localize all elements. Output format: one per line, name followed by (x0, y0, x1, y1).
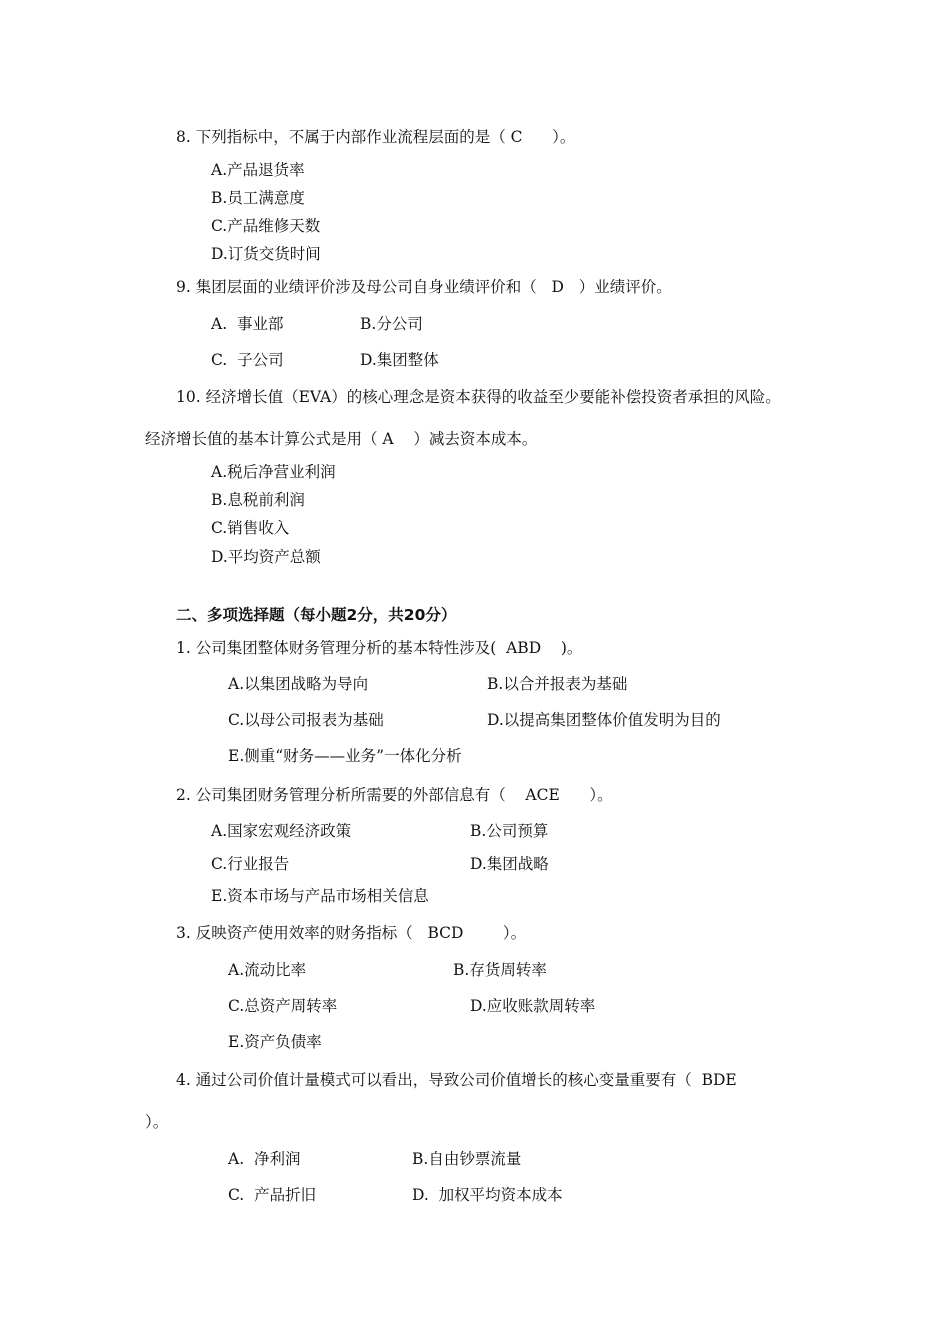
m1-option-a: A.以集团战略为导向 (228, 675, 369, 693)
q8-option-c: C.产品维修天数 (211, 217, 321, 235)
q9-option-c: C. 子公司 (211, 351, 284, 369)
m3-option-b: B.存货周转率 (453, 961, 547, 979)
m1-option-b: B.以合并报表为基础 (487, 675, 628, 693)
m3-option-d: D.应收账款周转率 (470, 997, 596, 1015)
multi-question-1-text: 1. 公司集团整体财务管理分析的基本特性涉及( ABD )。 (176, 639, 583, 657)
q10-option-a: A.税后净营业利润 (211, 463, 336, 481)
m1-option-c: C.以母公司报表为基础 (228, 711, 384, 729)
question-9-text: 9. 集团层面的业绩评价涉及母公司自身业绩评价和（ D ）业绩评价。 (176, 278, 672, 296)
question-8-text: 8. 下列指标中，不属于内部作业流程层面的是（ C ）。 (176, 128, 576, 146)
m2-option-d: D.集团战略 (470, 855, 549, 873)
m2-option-a: A.国家宏观经济政策 (211, 822, 352, 840)
multi-question-4-text-line1: 4. 通过公司价值计量模式可以看出，导致公司价值增长的核心变量重要有（ BDE (176, 1071, 737, 1089)
multi-question-2-text: 2. 公司集团财务管理分析所需要的外部信息有（ ACE ）。 (176, 786, 613, 804)
q10-option-b: B.息税前利润 (211, 491, 305, 509)
question-10-text-line1: 10. 经济增长值（EVA）的核心理念是资本获得的收益至少要能补偿投资者承担的风险。 (176, 388, 781, 406)
m1-option-d: D.以提高集团整体价值发明为目的 (487, 711, 721, 729)
q10-option-d: D.平均资产总额 (211, 548, 321, 566)
q10-option-c: C.销售收入 (211, 519, 290, 537)
m3-option-c: C.总资产周转率 (228, 997, 338, 1015)
q8-option-d: D.订货交货时间 (211, 245, 321, 263)
m4-option-b: B.自由钞票流量 (412, 1150, 522, 1168)
m3-option-a: A.流动比率 (228, 961, 307, 979)
multi-question-4-text-line2: ）。 (145, 1113, 169, 1131)
m2-option-e: E.资本市场与产品市场相关信息 (211, 887, 429, 905)
m4-option-d: D. 加权平均资本成本 (412, 1186, 563, 1204)
q8-option-b: B.员工满意度 (211, 189, 305, 207)
section-2-heading: 二、多项选择题（每小题2分，共20分） (176, 606, 457, 624)
m2-option-c: C.行业报告 (211, 855, 290, 873)
question-10-text-line2: 经济增长值的基本计算公式是用（ A ）减去资本成本。 (145, 430, 538, 448)
q9-option-a: A. 事业部 (211, 315, 284, 333)
multi-question-3-text: 3. 反映资产使用效率的财务指标（ BCD ）。 (176, 924, 527, 942)
m1-option-e: E.侧重“财务——业务”一体化分析 (228, 747, 462, 765)
m3-option-e: E.资产负债率 (228, 1033, 322, 1051)
q9-option-d: D.集团整体 (360, 351, 439, 369)
m2-option-b: B.公司预算 (470, 822, 549, 840)
m4-option-a: A. 净利润 (228, 1150, 301, 1168)
m4-option-c: C. 产品折旧 (228, 1186, 317, 1204)
q9-option-b: B.分公司 (360, 315, 423, 333)
q8-option-a: A.产品退货率 (211, 161, 305, 179)
